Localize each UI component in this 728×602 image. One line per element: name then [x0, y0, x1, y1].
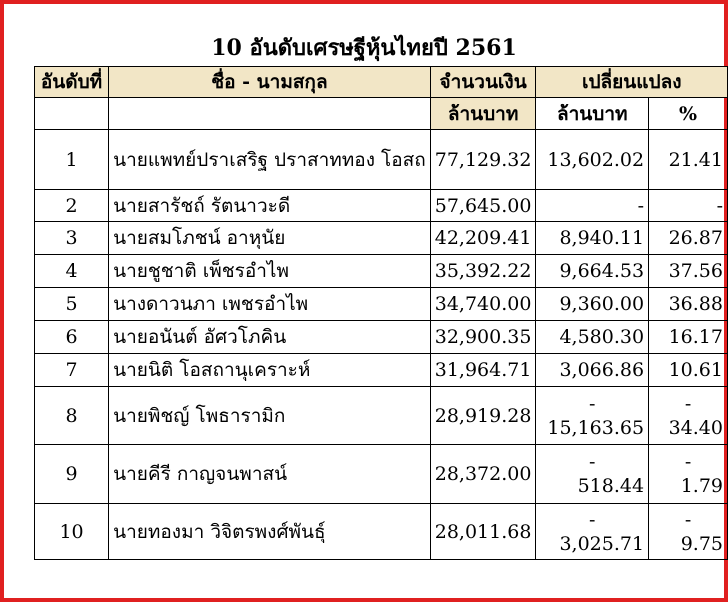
change-cell: 3,066.86 — [536, 354, 649, 387]
change-cell: - — [536, 190, 649, 222]
rank-cell: 4 — [35, 255, 109, 288]
table-row — [35, 288, 728, 321]
change-cell: 9,360.00 — [536, 288, 649, 321]
percent-cell: 10.61 — [649, 354, 728, 387]
table-row — [35, 190, 728, 222]
amount-cell: 28,011.68 — [430, 504, 536, 560]
table-row — [35, 130, 728, 190]
negative-sign: - — [684, 451, 692, 473]
rank-cell: 3 — [35, 222, 109, 255]
change-value: 3,025.71 — [559, 532, 645, 555]
table-row — [35, 255, 728, 288]
subheader-blank-rank — [35, 98, 109, 130]
amount-cell: 35,392.22 — [430, 255, 536, 288]
header-change: เปลี่ยนแปลง — [536, 67, 728, 98]
negative-sign: - — [589, 392, 596, 415]
subheader-change-unit: ล้านบาท — [536, 98, 649, 130]
change-cell — [536, 445, 649, 504]
amount-cell: 32,900.35 — [430, 321, 536, 354]
change-cell — [536, 387, 649, 445]
table-row — [35, 387, 728, 445]
rank-cell: 7 — [35, 354, 109, 387]
amount-cell: 42,209.41 — [430, 222, 536, 255]
name-cell: นายนิติ โอสถานุเคราะห์ — [109, 354, 431, 387]
rank-cell: 2 — [35, 190, 109, 222]
negative-sign: - — [684, 508, 692, 531]
percent-cell: 26.87 — [649, 222, 728, 255]
amount-cell: 28,919.28 — [430, 387, 536, 445]
header-rank: อันดับที่ — [35, 67, 109, 98]
subheader-amount-unit: ล้านบาท — [430, 98, 536, 130]
name-cell: นายทองมา วิจิตรพงศ์พันธุ์ — [109, 504, 431, 560]
percent-cell: - — [649, 190, 728, 222]
rich-list-table — [34, 66, 728, 560]
rank-cell: 9 — [35, 445, 109, 504]
change-value: 15,163.65 — [547, 416, 645, 439]
percent-value: 9.75 — [680, 532, 723, 555]
header-row — [35, 67, 728, 98]
rank-cell: 5 — [35, 288, 109, 321]
name-cell: นางดาวนภา เพชรอำไพ — [109, 288, 431, 321]
percent-cell — [649, 445, 728, 504]
negative-sign: - — [684, 392, 692, 415]
percent-cell: 37.56 — [649, 255, 728, 288]
name-cell: นายพิชญ์ โพธารามิก — [109, 387, 431, 445]
percent-value: 34.40 — [668, 416, 723, 439]
rank-cell: 10 — [35, 504, 109, 560]
percent-cell: 21.41 — [649, 130, 728, 190]
table-row — [35, 354, 728, 387]
subheader-percent: % — [649, 98, 728, 130]
name-cell: นายอนันต์ อัศวโภคิน — [109, 321, 431, 354]
amount-cell: 57,645.00 — [430, 190, 536, 222]
amount-cell: 77,129.32 — [430, 130, 536, 190]
change-value: 518.44 — [577, 475, 645, 497]
rank-cell: 1 — [35, 130, 109, 190]
percent-cell — [649, 387, 728, 445]
table-row — [35, 504, 728, 560]
table-row — [35, 222, 728, 255]
change-cell: 4,580.30 — [536, 321, 649, 354]
change-cell: 9,664.53 — [536, 255, 649, 288]
name-cell: นายสมโภชน์ อาหุนัย — [109, 222, 431, 255]
percent-cell: 36.88 — [649, 288, 728, 321]
amount-cell: 34,740.00 — [430, 288, 536, 321]
name-cell: นายสารัชถ์ รัตนาวะดี — [109, 190, 431, 222]
table-row — [35, 445, 728, 504]
subheader-blank-name — [109, 98, 431, 130]
amount-cell: 31,964.71 — [430, 354, 536, 387]
rank-cell: 8 — [35, 387, 109, 445]
change-cell — [536, 504, 649, 560]
change-cell: 13,602.02 — [536, 130, 649, 190]
percent-value: 1.79 — [680, 475, 723, 497]
header-name: ชื่อ - นามสกุล — [109, 67, 431, 98]
page-title: 10 อันดับเศรษฐีหุ้นไทยปี 2561 — [211, 35, 517, 61]
table-row — [35, 321, 728, 354]
change-cell: 8,940.11 — [536, 222, 649, 255]
amount-cell: 28,372.00 — [430, 445, 536, 504]
percent-cell — [649, 504, 728, 560]
name-cell: นายแพทย์ปราเสริฐ ปราสาททอง โอสถ — [109, 130, 431, 190]
negative-sign: - — [589, 451, 596, 473]
header-amount: จำนวนเงิน — [430, 67, 536, 98]
name-cell: นายชูชาติ เพ็ชรอำไพ — [109, 255, 431, 288]
percent-cell: 16.17 — [649, 321, 728, 354]
negative-sign: - — [589, 508, 596, 531]
name-cell: นายคีรี กาญจนพาสน์ — [109, 445, 431, 504]
subheader-row — [35, 98, 728, 130]
rank-cell: 6 — [35, 321, 109, 354]
